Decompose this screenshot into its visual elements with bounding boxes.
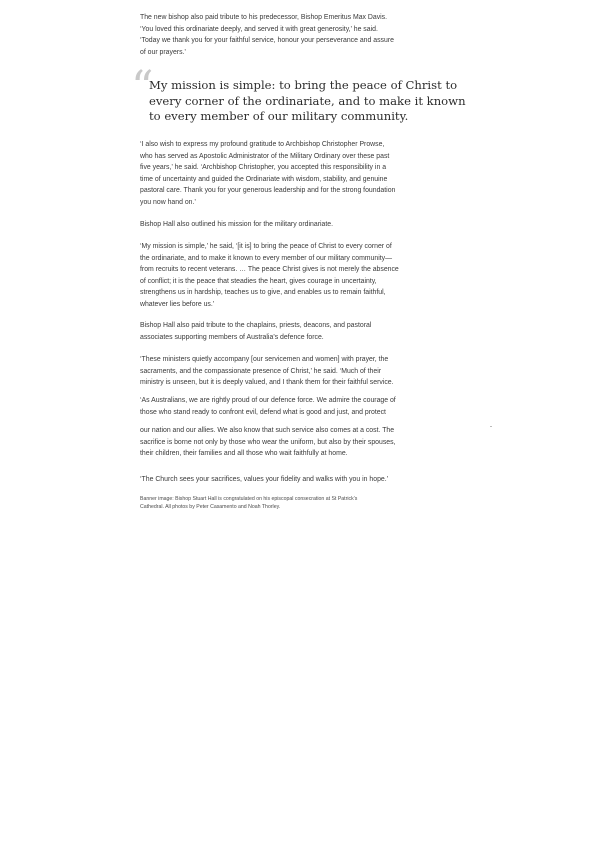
- paragraph-tribute-chaplains: Bishop Hall also paid tribute to the chaplains, priests, deacons, and pastoral associates supporting members of Australia’s defence force.: [140, 322, 372, 341]
- paragraph-church-sees: ‘The Church sees your sacrifices, values your fidelity and walks with you in hope.’: [140, 476, 389, 483]
- paragraph-gratitude-prowse: ‘I also wish to express my profound gratitude to Archbishop Christopher Prowse, who has served as Apostolic Administrator of the Military Ordinary over these past five years,’ he said. ‘Archbishop Christopher, you accepted this responsibility in a time of uncertainty and guided the Ordinariate with wisdom, stability, and genuine pastoral care. Thank you for your generous leadership and for the strong foundation you now hand on.’: [140, 141, 396, 206]
- paragraph-tribute-predecessor: The new bishop also paid tribute to his predecessor, Bishop Emeritus Max Davis. ‘You loved this ordinariate deeply, and served it with great generosity,’ he said. ‘Today we thank you for your faithful service, honour your perseverance and assure of our prayers.’: [140, 14, 394, 56]
- scan-mark: [490, 426, 492, 427]
- paragraph-ministers: ‘These ministers quietly accompany [our servicemen and women] with prayer, the sacraments, and the compassionate presence of Christ,’ he said. ‘Much of their ministry is unseen, but it is deeply valued, and I thank them for their faithful service.: [140, 356, 394, 387]
- paragraph-defence-force: ‘As Australians, we are rightly proud of our defence force. We admire the courage of those who stand ready to confront evil, defend what is good and just, and protect: [140, 397, 396, 416]
- paragraph-mission-quote: ‘My mission is simple,’ he said, ‘[it is] to bring the peace of Christ to every corner of the ordinariate, and to make it known to every member of our military community— from recruits to recent veterans. … The peace Christ gives is not merely the absence of conflict; it is the peace that steadies the heart, gives courage in uncertainty, strengthens us in hardship, teaches us to give, and enables us to remain faithful, whatever lies before us.’: [140, 243, 399, 308]
- paragraph-mission-intro: Bishop Hall also outlined his mission for the military ordinariate.: [140, 221, 334, 228]
- pull-quote: My mission is simple: to bring the peace of Christ to every corner of the ordinariate, and to make it known to every member of our military community.: [149, 78, 466, 124]
- quote-mark-icon: “: [131, 62, 154, 113]
- image-caption: Banner image: Bishop Stuart Hall is congratulated on his episcopal consecration at St Patrick’s Cathedral. All photos by Peter Casamento and Noah Thorley.: [140, 496, 358, 511]
- paragraph-sacrifice: our nation and our allies. We also know that such service also comes at a cost. The sacrifice is borne not only by those who wear the uniform, but also by their spouses, their children, their families and all those who wait faithfully at home.: [140, 427, 396, 458]
